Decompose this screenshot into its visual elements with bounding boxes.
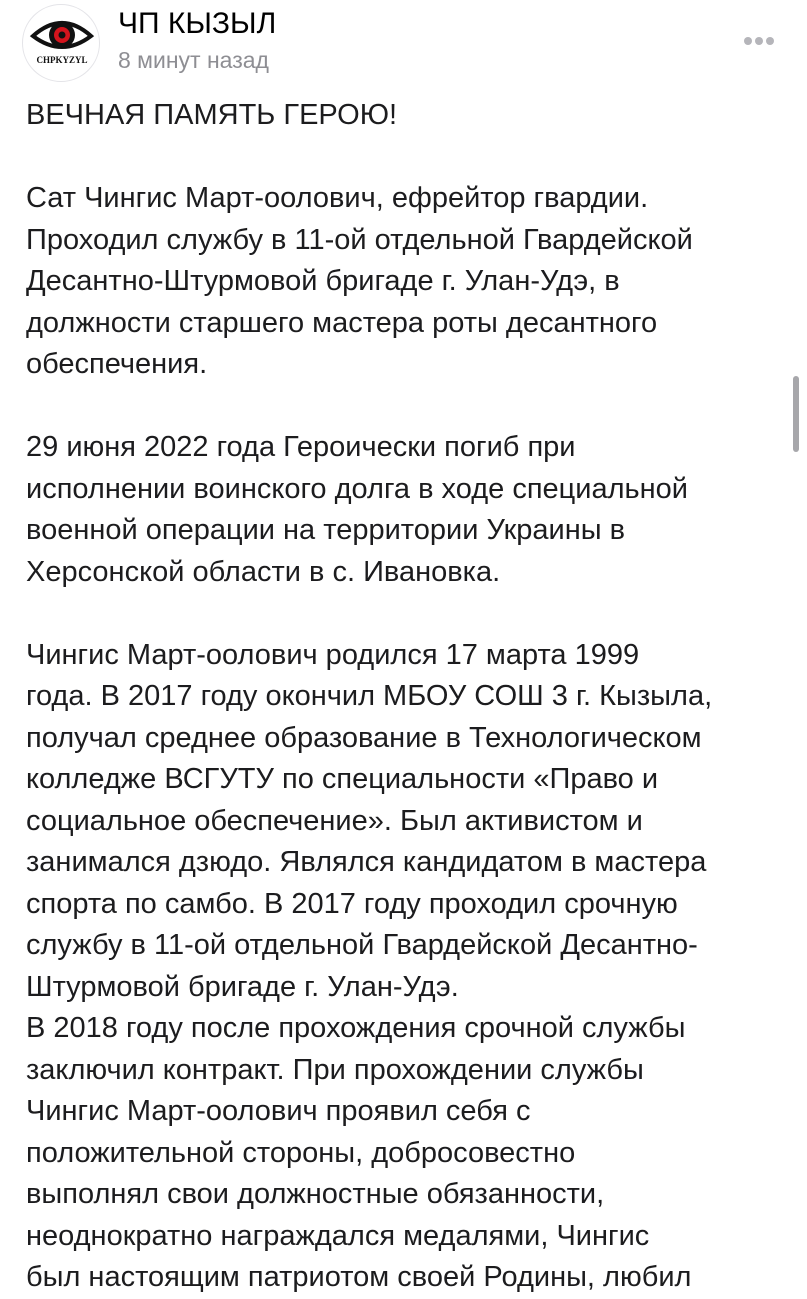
paragraph-gap xyxy=(26,593,786,635)
channel-avatar[interactable] xyxy=(22,4,100,82)
post-timestamp: 8 минут назад xyxy=(118,47,269,73)
channel-name[interactable]: ЧП КЫЗЫЛ xyxy=(118,7,277,40)
more-dots-icon xyxy=(736,26,782,56)
scrollbar-thumb[interactable] xyxy=(793,376,799,452)
post-text xyxy=(26,95,786,1299)
paragraph-gap xyxy=(26,137,786,179)
post-paragraph-2: 29 июня 2022 года Героически погиб при исполнении воинского долга в ходе специальной военной операции на территории Украины в Херсонской области в с. Ивановка. xyxy=(26,431,688,588)
eye-logo-icon xyxy=(23,5,100,82)
post-paragraph-4: В 2018 году после прохождения срочной службы заключил контракт. При прохождении службы Чингис Март-оолович проявил себя с положительной стороны, добросовестно выполнял свои должностные обязанности, неоднократно награждался медалями, Чингис был настоящим патриотом своей Родины, любил xyxy=(26,1012,692,1293)
avatar-label: CHPKYZYL xyxy=(36,55,88,65)
post-paragraph-1: Сат Чингис Март-оолович, ефрейтор гвардии. Проходил службу в 11-ой отдельной Гвардейской Десантно-Штурмовой бригаде г. Улан-Удэ, в должности старшего мастера роты десантного обеспечения. xyxy=(26,182,693,380)
post-paragraph-3: Чингис Март-оолович родился 17 марта 1999 года. В 2017 году окончил МБОУ СОШ 3 г. Кызыла, получал среднее образование в Технологическом колледже ВСГУТУ по специальности «Право и социальное обеспечение». Был активистом и занимался дзюдо. Являлся кандидатом в мастера спорта по самбо. В 2017 году проходил срочную службу в 11-ой отдельной Гвардейской Десантно- Штурмовой бригаде г. Улан-Удэ. xyxy=(26,638,713,1003)
post-header xyxy=(0,0,807,80)
more-options-button[interactable] xyxy=(736,26,782,56)
post-title: ВЕЧНАЯ ПАМЯТЬ ГЕРОЮ! xyxy=(26,99,398,131)
paragraph-gap xyxy=(26,386,786,428)
